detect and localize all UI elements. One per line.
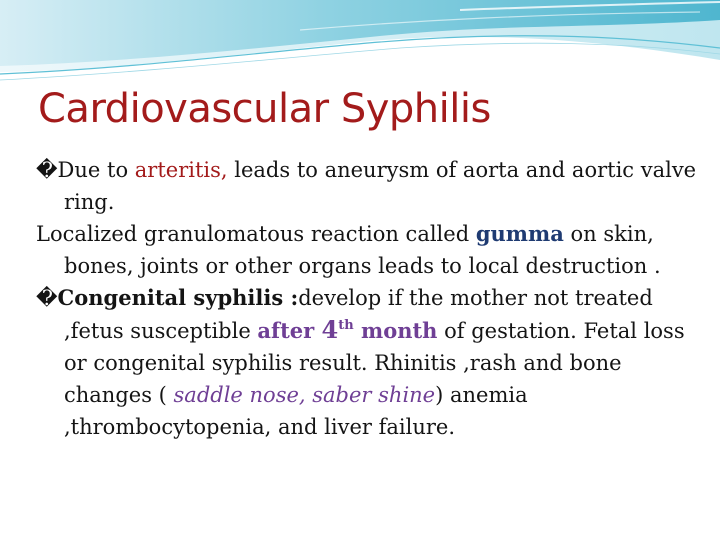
text: Localized granulomatous reaction called xyxy=(36,222,476,246)
bullet-glyph: � xyxy=(36,158,58,182)
text: ) anemia ,thrombocytopenia, and liver failure. xyxy=(64,383,528,439)
paragraph-gumma xyxy=(36,218,704,282)
highlight-after: after xyxy=(257,318,322,343)
superscript-th: th xyxy=(338,318,354,333)
slide-body xyxy=(36,154,704,443)
slide-title: Cardiovascular Syphilis xyxy=(38,86,491,132)
highlight-month: month xyxy=(353,318,438,343)
text: leads to aneurysm of aorta and aortic valve ring. xyxy=(64,158,697,214)
bullet-glyph: � xyxy=(36,286,58,310)
highlight-arteritis: arteritis, xyxy=(134,158,228,182)
text: Due to xyxy=(57,158,135,182)
text: of gestation. Fetal loss or congenital syphilis result. Rhinitis ,rash and bone changes ( xyxy=(64,319,685,407)
text: develop if the mother not treated ,fetus susceptible xyxy=(64,286,653,343)
paragraph-congenital xyxy=(36,282,704,443)
paragraph-arteritis xyxy=(36,154,704,218)
congenital-lead: Congenital syphilis : xyxy=(57,285,299,310)
highlight-saddle-nose: saddle nose, saber shine xyxy=(173,383,436,407)
text: on skin, bones, joints or other organs leads to local destruction . xyxy=(64,222,661,278)
highlight-gumma: gumma xyxy=(475,221,564,246)
highlight-four: 4 xyxy=(321,315,339,344)
